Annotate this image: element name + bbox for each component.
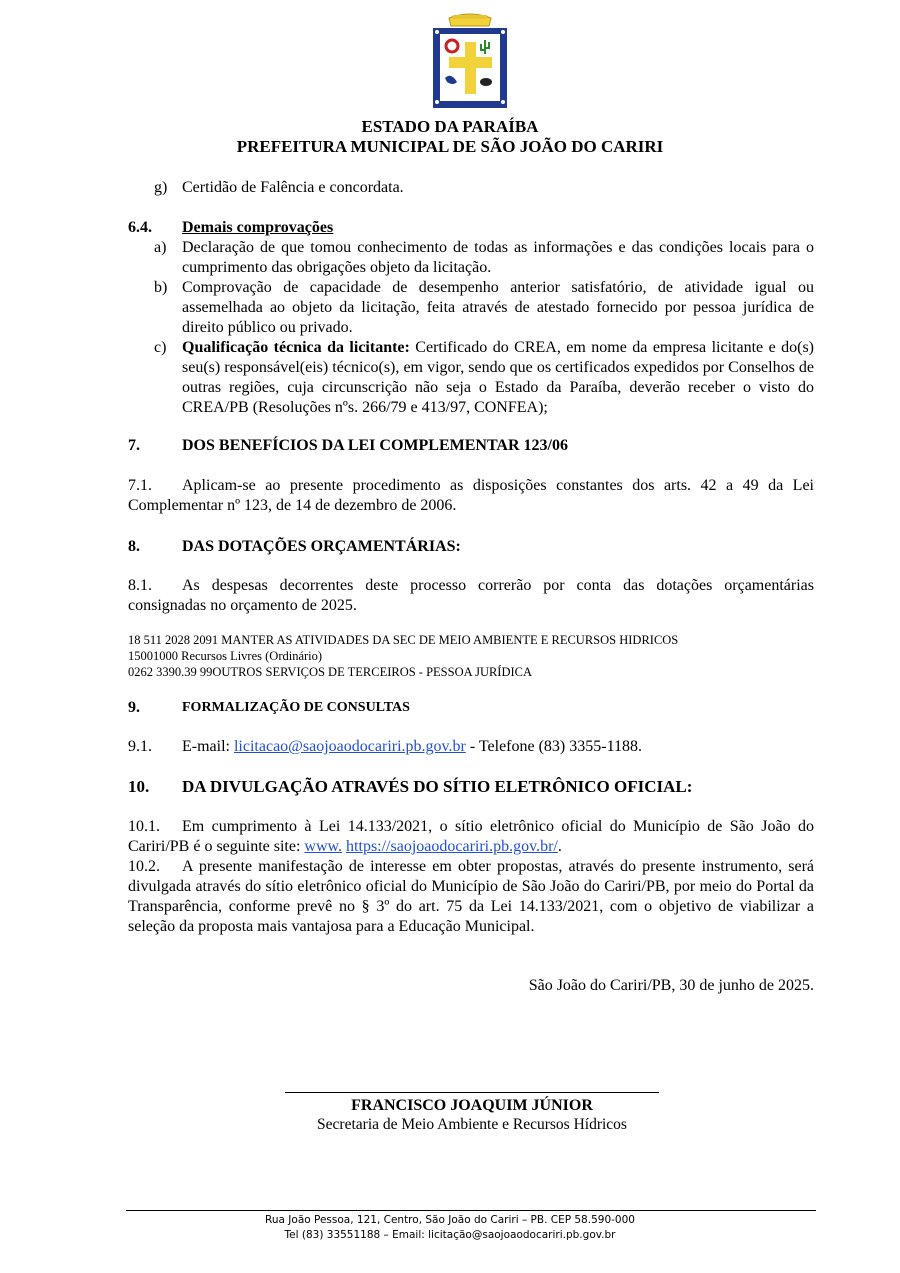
paragraph-text: Aplicam-se ao presente procedimento as disposições constantes dos arts. 42 a 49 da Lei Complementar nº 123, de 14 de dezembro de 2006. <box>128 477 814 514</box>
signature-line <box>285 1092 659 1093</box>
paragraph <box>128 857 814 937</box>
paragraph-end: . <box>557 838 562 855</box>
footer-address: Rua João Pessoa, 121, Centro, São João do Cariri – PB. CEP 58.590-000 <box>265 1214 635 1226</box>
paragraph-number: 8.1. <box>128 577 152 594</box>
list-item-bold-lead: Qualificação técnica da licitante: <box>182 339 410 356</box>
paragraph <box>128 737 814 757</box>
section-number: 9. <box>128 699 140 716</box>
paragraph-text: As despesas decorrentes deste processo correrão por conta das dotações orçamentárias consignadas no orçamento de 2025. <box>128 577 814 614</box>
section-number: 7. <box>128 437 140 454</box>
phone-text: - Telefone (83) 3355-1188. <box>465 738 642 755</box>
signatory-role: Secretaria de Meio Ambiente e Recursos Hídricos <box>317 1116 627 1133</box>
list-item-label: c) <box>154 339 167 356</box>
municipal-coat-of-arms <box>427 12 513 112</box>
section-heading <box>128 218 814 238</box>
email-link[interactable]: licitacao@saojoaodocariri.pb.gov.br <box>233 738 466 755</box>
section-title: Demais comprovações <box>182 219 334 236</box>
paragraph <box>128 576 814 616</box>
list-item-text: Certidão de Falência e concordata. <box>182 179 404 196</box>
budget-lines <box>128 632 814 680</box>
paragraph-text: Em cumprimento à Lei 14.133/2021, o sítio eletrônico oficial do Município de São João do Cariri/PB é o seguinte site: <box>128 818 814 855</box>
footer-divider <box>126 1210 816 1211</box>
footer-contact: Tel (83) 33551188 – Email: licitação@saojoaodocariri.pb.gov.br <box>284 1229 616 1241</box>
paragraph-number: 7.1. <box>128 477 152 494</box>
section-number: 10. <box>128 777 150 796</box>
list-item <box>128 178 814 198</box>
list-item <box>128 338 814 418</box>
section-number: 8. <box>128 538 140 555</box>
date-line: São João do Cariri/PB, 30 de junho de 2025. <box>528 977 814 994</box>
section-title: DA DIVULGAÇÃO ATRAVÉS DO SÍTIO ELETRÔNICO OFICIAL: <box>182 777 693 796</box>
header-municipality: PREFEITURA MUNICIPAL DE SÃO JOÃO DO CARIRI <box>236 137 664 156</box>
list-item <box>128 278 814 338</box>
budget-line: 15001000 Recursos Livres (Ordinário) <box>128 649 323 663</box>
paragraph-text: A presente manifestação de interesse em obter propostas, através do presente instrumento, será divulgada através do sítio eletrônico oficial do Município de São João do Cariri/PB, por meio do Portal da Transparência, conforme prevê no § 3º do art. 75 da Lei 14.133/2021, com o objetivo de viabilizar a seleção da proposta mais vantajosa para a Educação Municipal. <box>128 858 814 935</box>
section-heading <box>128 698 814 718</box>
list-item-text: Declaração de que tomou conhecimento de todas as informações e das condições locais para o cumprimento das obrigações objeto da licitação. <box>182 239 814 276</box>
website-link[interactable]: https://saojoaodocariri.pb.gov.br/ <box>346 838 558 855</box>
list-item-label: b) <box>154 279 168 296</box>
signatory-name: FRANCISCO JOAQUIM JÚNIOR <box>351 1097 593 1114</box>
section-title: DAS DOTAÇÕES ORÇAMENTÁRIAS: <box>182 538 461 555</box>
website-link-www[interactable]: www. <box>304 838 343 855</box>
paragraph <box>128 817 814 857</box>
section-heading <box>128 436 814 456</box>
list-item-label: g) <box>154 179 168 196</box>
section-title: DOS BENEFÍCIOS DA LEI COMPLEMENTAR 123/06 <box>182 437 568 454</box>
paragraph-number: 10.2. <box>128 858 160 875</box>
section-heading <box>128 777 814 797</box>
section-heading <box>128 537 814 557</box>
paragraph <box>128 476 814 516</box>
paragraph-number: 10.1. <box>128 818 160 835</box>
paragraph-number: 9.1. <box>128 738 152 755</box>
section-number: 6.4. <box>128 219 152 236</box>
budget-line: 0262 3390.39 99OUTROS SERVIÇOS DE TERCEIROS - PESSOA JURÍDICA <box>128 665 533 679</box>
list-item <box>128 238 814 278</box>
section-title: FORMALIZAÇÃO DE CONSULTAS <box>182 700 410 715</box>
list-item-label: a) <box>154 239 167 256</box>
email-label: E-mail: <box>182 738 234 755</box>
header-state: ESTADO DA PARAÍBA <box>361 117 539 136</box>
list-item-text: Comprovação de capacidade de desempenho anterior satisfatório, de atividade igual ou assemelhada ao objeto da licitação, feita através de atestado fornecido por pessoa jurídica de direito público ou privado. <box>182 279 814 336</box>
budget-line: 18 511 2028 2091 MANTER AS ATIVIDADES DA SEC DE MEIO AMBIENTE E RECURSOS HIDRICOS <box>128 633 679 647</box>
list-item-text: Certificado do CREA, em nome da empresa licitante e do(s) seu(s) responsável(eis) técnico(s), em vigor, sendo que os certificados expedidos por Conselhos de outras regiões, cuja circunscrição não seja o Estado da Paraíba, deverão receber o visto do CREA/PB (Resoluções nºs. 266/79 e 413/97, CONFEA); <box>182 339 814 416</box>
